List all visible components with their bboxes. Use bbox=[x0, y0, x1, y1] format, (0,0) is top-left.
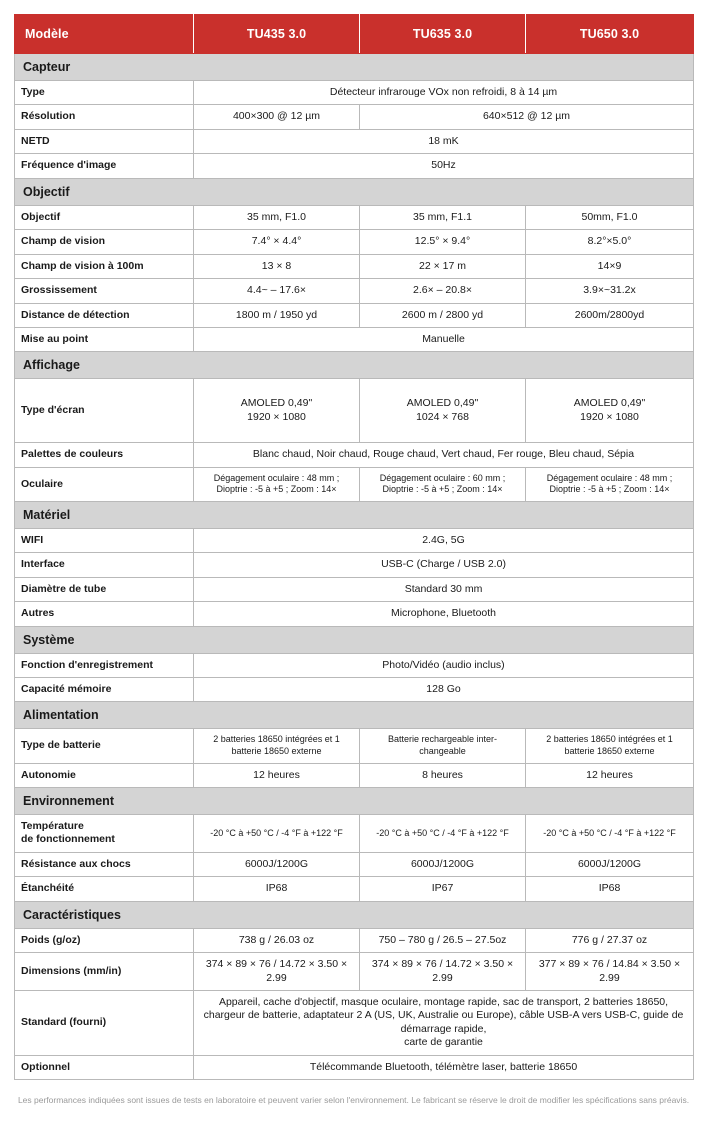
table-row bbox=[15, 953, 694, 991]
table-row bbox=[15, 379, 694, 443]
row-label: Fréquence d'image bbox=[15, 154, 194, 178]
row-value-2: 640×512 @ 12 µm bbox=[360, 105, 694, 129]
section-title: Capteur bbox=[15, 54, 694, 81]
row-value-all: 2.4G, 5G bbox=[194, 528, 694, 552]
row-label: Résistance aux chocs bbox=[15, 852, 194, 876]
row-value-all: Blanc chaud, Noir chaud, Rouge chaud, Vert chaud, Fer rouge, Bleu chaud, Sépia bbox=[194, 443, 694, 467]
row-label: Champ de vision bbox=[15, 230, 194, 254]
table-row bbox=[15, 763, 694, 787]
row-label: Dimensions (mm/in) bbox=[15, 953, 194, 991]
row-label: Autres bbox=[15, 602, 194, 626]
row-value-1: 13 × 8 bbox=[194, 254, 360, 278]
row-value-all: Manuelle bbox=[194, 327, 694, 351]
table-row bbox=[15, 814, 694, 852]
table-row bbox=[15, 230, 694, 254]
table-row bbox=[15, 279, 694, 303]
row-label: Objectif bbox=[15, 205, 194, 229]
row-value-3: -20 °C à +50 °C / -4 °F à +122 °F bbox=[526, 814, 694, 852]
row-value-3: 12 heures bbox=[526, 763, 694, 787]
row-value-2: 35 mm, F1.1 bbox=[360, 205, 526, 229]
section-header-row bbox=[15, 501, 694, 528]
row-value-3: 50mm, F1.0 bbox=[526, 205, 694, 229]
table-row bbox=[15, 303, 694, 327]
section-title: Affichage bbox=[15, 352, 694, 379]
row-value-1: -20 °C à +50 °C / -4 °F à +122 °F bbox=[194, 814, 360, 852]
row-value-all: Télécommande Bluetooth, télémètre laser, batterie 18650 bbox=[194, 1055, 694, 1079]
row-value-3: 776 g / 27.37 oz bbox=[526, 928, 694, 952]
table-row bbox=[15, 467, 694, 501]
table-row bbox=[15, 81, 694, 105]
row-value-3: 6000J/1200G bbox=[526, 852, 694, 876]
row-label: Mise au point bbox=[15, 327, 194, 351]
row-value-1: 1800 m / 1950 yd bbox=[194, 303, 360, 327]
row-label: Type d'écran bbox=[15, 379, 194, 443]
row-value-1: 12 heures bbox=[194, 763, 360, 787]
model-column-header-3: TU650 3.0 bbox=[526, 15, 694, 54]
row-value-1: AMOLED 0,49" 1920 × 1080 bbox=[194, 379, 360, 443]
table-row bbox=[15, 729, 694, 763]
section-header-row bbox=[15, 901, 694, 928]
row-value-3: 3.9×~31.2x bbox=[526, 279, 694, 303]
row-label: Oculaire bbox=[15, 467, 194, 501]
row-label: Champ de vision à 100m bbox=[15, 254, 194, 278]
row-value-3: Dégagement oculaire : 48 mm ; Dioptrie : -5 à +5 ; Zoom : 14× bbox=[526, 467, 694, 501]
row-value-2: Batterie rechargeable inter-changeable bbox=[360, 729, 526, 763]
row-label: Poids (g/oz) bbox=[15, 928, 194, 952]
row-value-3: 14×9 bbox=[526, 254, 694, 278]
footnote: Les performances indiquées sont issues de tests en laboratoire et peuvent varier selon l'environnement. Le fabricant se réserve le droit de modifier les spécifications sans préavis. bbox=[17, 1095, 690, 1106]
table-row bbox=[15, 678, 694, 702]
section-title: Caractéristiques bbox=[15, 901, 694, 928]
table-row bbox=[15, 991, 694, 1056]
row-value-1: Dégagement oculaire : 48 mm ; Dioptrie : -5 à +5 ; Zoom : 14× bbox=[194, 467, 360, 501]
row-value-1: 7.4° × 4.4° bbox=[194, 230, 360, 254]
section-title: Matériel bbox=[15, 501, 694, 528]
row-label: NETD bbox=[15, 129, 194, 153]
row-label: Standard (fourni) bbox=[15, 991, 194, 1056]
model-column-header-1: TU435 3.0 bbox=[194, 15, 360, 54]
row-value-3: 8.2°×5.0° bbox=[526, 230, 694, 254]
table-row bbox=[15, 653, 694, 677]
table-row bbox=[15, 1055, 694, 1079]
section-header-row bbox=[15, 54, 694, 81]
table-row bbox=[15, 602, 694, 626]
row-value-1: 4.4~ – 17.6× bbox=[194, 279, 360, 303]
model-label: Modèle bbox=[15, 15, 194, 54]
row-value-3: AMOLED 0,49" 1920 × 1080 bbox=[526, 379, 694, 443]
row-value-2: 2.6× – 20.8× bbox=[360, 279, 526, 303]
table-row bbox=[15, 528, 694, 552]
section-title: Système bbox=[15, 626, 694, 653]
row-value-all: Microphone, Bluetooth bbox=[194, 602, 694, 626]
row-value-all: 128 Go bbox=[194, 678, 694, 702]
row-value-all: 18 mK bbox=[194, 129, 694, 153]
row-label: Capacité mémoire bbox=[15, 678, 194, 702]
row-value-all: Standard 30 mm bbox=[194, 577, 694, 601]
row-label: Résolution bbox=[15, 105, 194, 129]
row-value-1: IP68 bbox=[194, 877, 360, 901]
section-title: Objectif bbox=[15, 178, 694, 205]
row-label: Type bbox=[15, 81, 194, 105]
table-header-row bbox=[15, 15, 694, 54]
row-label: Interface bbox=[15, 553, 194, 577]
section-header-row bbox=[15, 702, 694, 729]
row-value-2: IP67 bbox=[360, 877, 526, 901]
row-label: Palettes de couleurs bbox=[15, 443, 194, 467]
section-header-row bbox=[15, 626, 694, 653]
table-row bbox=[15, 443, 694, 467]
row-value-2: 374 × 89 × 76 / 14.72 × 3.50 × 2.99 bbox=[360, 953, 526, 991]
row-value-all: 50Hz bbox=[194, 154, 694, 178]
table-row bbox=[15, 877, 694, 901]
table-row bbox=[15, 154, 694, 178]
row-label: WIFI bbox=[15, 528, 194, 552]
row-value-3: 2600m/2800yd bbox=[526, 303, 694, 327]
section-header-row bbox=[15, 787, 694, 814]
row-label: Autonomie bbox=[15, 763, 194, 787]
section-header-row bbox=[15, 178, 694, 205]
row-label: Étanchéité bbox=[15, 877, 194, 901]
row-label: Distance de détection bbox=[15, 303, 194, 327]
row-value-2: AMOLED 0,49" 1024 × 768 bbox=[360, 379, 526, 443]
row-value-1: 6000J/1200G bbox=[194, 852, 360, 876]
row-value-2: 6000J/1200G bbox=[360, 852, 526, 876]
row-value-2: 2600 m / 2800 yd bbox=[360, 303, 526, 327]
row-value-1: 738 g / 26.03 oz bbox=[194, 928, 360, 952]
table-row bbox=[15, 327, 694, 351]
table-row bbox=[15, 254, 694, 278]
row-value-2: Dégagement oculaire : 60 mm ; Dioptrie : -5 à +5 ; Zoom : 14× bbox=[360, 467, 526, 501]
table-row bbox=[15, 205, 694, 229]
table-row bbox=[15, 928, 694, 952]
row-value-all: Détecteur infrarouge VOx non refroidi, 8 à 14 µm bbox=[194, 81, 694, 105]
table-row bbox=[15, 852, 694, 876]
table-row bbox=[15, 105, 694, 129]
row-label: Optionnel bbox=[15, 1055, 194, 1079]
section-header-row bbox=[15, 352, 694, 379]
row-value-2: -20 °C à +50 °C / -4 °F à +122 °F bbox=[360, 814, 526, 852]
table-row bbox=[15, 553, 694, 577]
row-value-3: 377 × 89 × 76 / 14.84 × 3.50 × 2.99 bbox=[526, 953, 694, 991]
section-title: Alimentation bbox=[15, 702, 694, 729]
row-value-all: Photo/Vidéo (audio inclus) bbox=[194, 653, 694, 677]
row-value-all: USB-C (Charge / USB 2.0) bbox=[194, 553, 694, 577]
specification-table bbox=[14, 14, 694, 1080]
model-column-header-2: TU635 3.0 bbox=[360, 15, 526, 54]
row-label: Grossissement bbox=[15, 279, 194, 303]
row-value-2: 12.5° × 9.4° bbox=[360, 230, 526, 254]
section-title: Environnement bbox=[15, 787, 694, 814]
row-label: Température de fonctionnement bbox=[15, 814, 194, 852]
row-label: Type de batterie bbox=[15, 729, 194, 763]
row-value-2: 8 heures bbox=[360, 763, 526, 787]
row-value-1: 2 batteries 18650 intégrées et 1 batterie 18650 externe bbox=[194, 729, 360, 763]
table-row bbox=[15, 129, 694, 153]
row-label: Fonction d'enregistrement bbox=[15, 653, 194, 677]
row-value-3: IP68 bbox=[526, 877, 694, 901]
row-value-all: Appareil, cache d'objectif, masque oculaire, montage rapide, sac de transport, 2 batteries 18650, chargeur de batterie, adaptateur 2 A (US, UK, Australie ou Europe), câble USB-A vers USB-C, guide de démarrage rapide, carte de garantie bbox=[194, 991, 694, 1056]
row-value-1: 35 mm, F1.0 bbox=[194, 205, 360, 229]
row-value-1: 374 × 89 × 76 / 14.72 × 3.50 × 2.99 bbox=[194, 953, 360, 991]
row-value-2: 22 × 17 m bbox=[360, 254, 526, 278]
row-value-1: 400×300 @ 12 µm bbox=[194, 105, 360, 129]
row-value-3: 2 batteries 18650 intégrées et 1 batterie 18650 externe bbox=[526, 729, 694, 763]
table-row bbox=[15, 577, 694, 601]
row-label: Diamètre de tube bbox=[15, 577, 194, 601]
row-value-2: 750 – 780 g / 26.5 – 27.5oz bbox=[360, 928, 526, 952]
